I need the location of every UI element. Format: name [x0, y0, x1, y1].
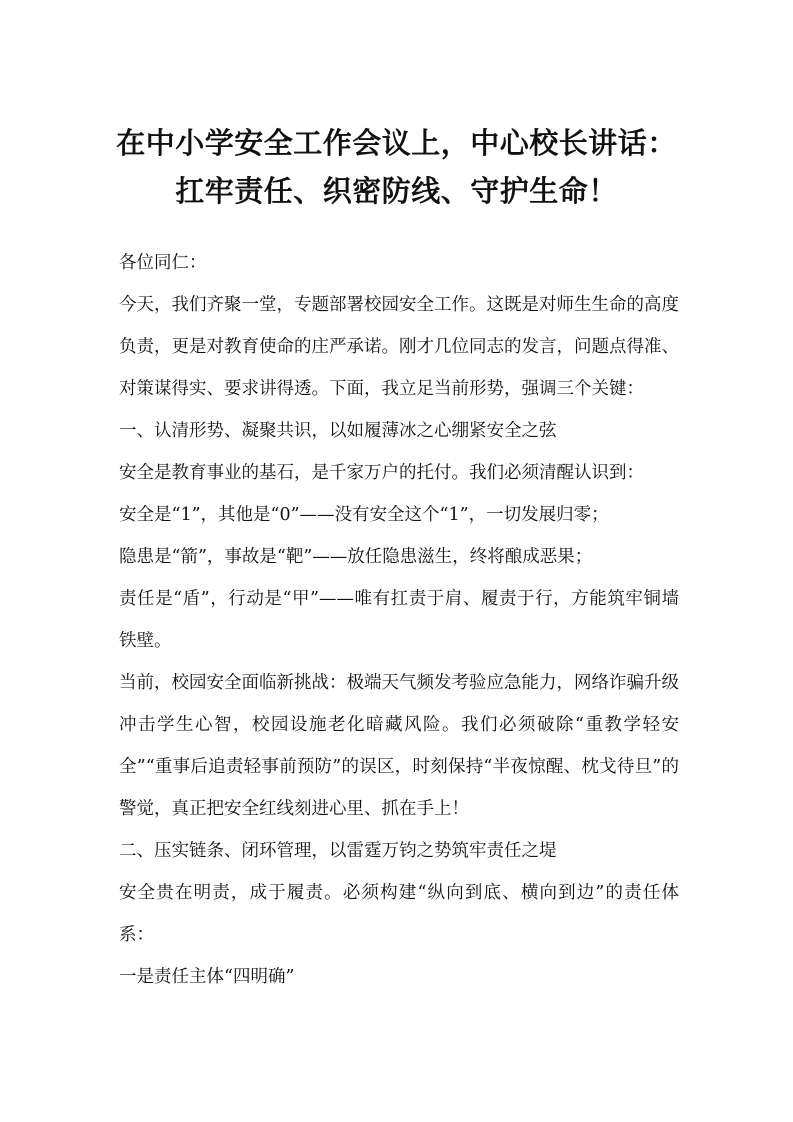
body-paragraph: 安全是“1”，其他是“0”——没有安全这个“1”，一切发展归零； [119, 505, 609, 525]
document-body [119, 242, 679, 998]
body-paragraph: 今天，我们齐聚一堂，专题部署校园安全工作。这既是对师生生命的高度负责，更是对教育使命的庄严承诺。刚才几位同志的发言，问题点得准、对策谋得实、要求讲得透。下面，我立足当前形势，强调三个关键： [119, 295, 679, 399]
sub-heading: 一是责任主体“四明确” [119, 967, 295, 987]
document-title-line-2: 扛牢责任、织密防线、守护生命！ [175, 174, 618, 208]
salutation: 各位同仁： [119, 253, 207, 273]
body-paragraph: 安全贵在明责，成于履责。必须构建“纵向到底、横向到边”的责任体系： [119, 883, 679, 945]
document-title-line-1: 在中小学安全工作会议上，中心校长讲话： [116, 126, 677, 160]
body-paragraph: 隐患是“箭”，事故是“靶”——放任隐患滋生，终将酿成恶果； [119, 547, 593, 567]
section-heading-1: 一、认清形势、凝聚共识，以如履薄冰之心绷紧安全之弦 [119, 421, 557, 441]
body-paragraph: 当前，校园安全面临新挑战：极端天气频发考验应急能力，网络诈骗升级冲击学生心智，校园设施老化暗藏风险。我们必须破除“重教学轻安全”“重事后追责轻事前预防”的误区，时刻保持“半夜惊醒、枕戈待旦”的警觉，真正把安全红线刻进心里、抓在手上！ [119, 673, 679, 819]
section-heading-2: 二、压实链条、闭环管理，以雷霆万钧之势筑牢责任之堤 [119, 841, 557, 861]
body-paragraph: 责任是“盾”，行动是“甲”——唯有扛责于肩、履责于行，方能筑牢铜墙铁壁。 [119, 589, 679, 651]
body-paragraph: 安全是教育事业的基石，是千家万户的托付。我们必须清醒认识到： [119, 463, 644, 483]
